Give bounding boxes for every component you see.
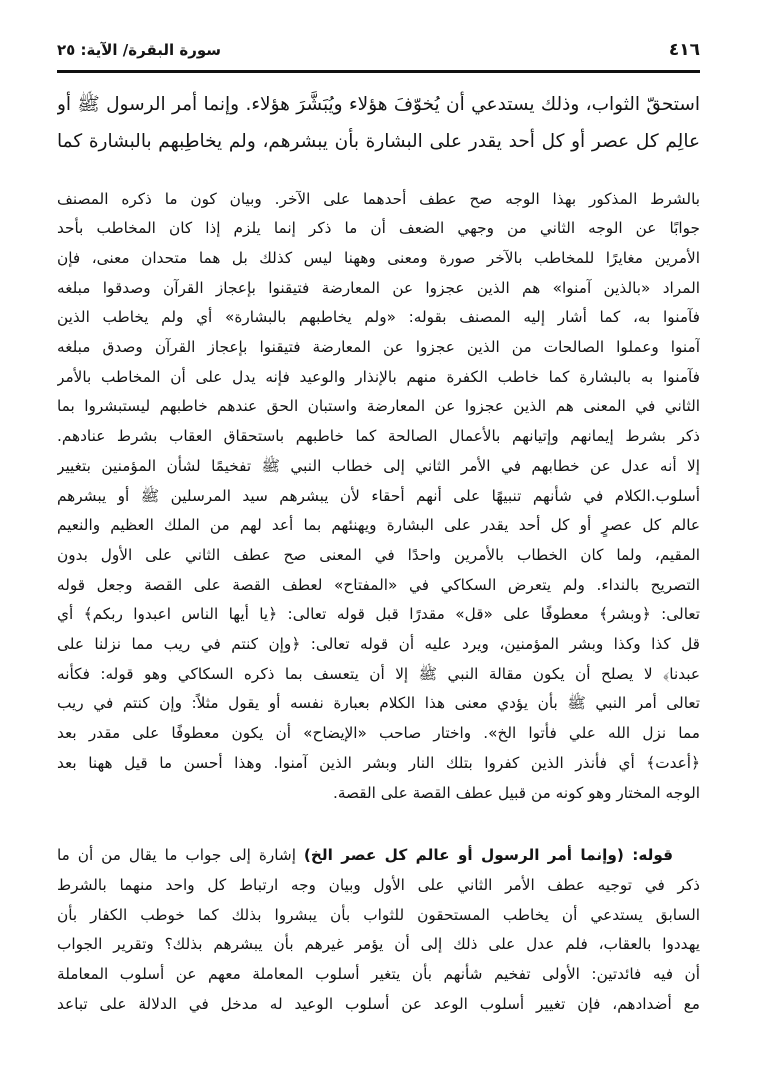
gloss-line <box>57 841 700 871</box>
commentary-line: تعالى: ﴿وبشر﴾ معطوفًا على «قل» مقدرًا قبل قوله تعالى: ﴿يا أيها الناس اعبدوا ربكم﴾ أي <box>57 605 700 624</box>
page-number: ٤١٦ <box>668 40 700 60</box>
gloss-line: مع أضدادهم، فإن تغيير أسلوب الوعد عن أسلوب الوعيد له مدخل في الدلالة على تباعد <box>57 994 700 1013</box>
header-rule <box>57 70 700 73</box>
commentary-line: الوجه المختار وهو كونه من قبيل عطف القصة على القصة. <box>332 783 700 802</box>
commentary-line: عبدنا﴾ لا يصلح أن يكون مقالة النبي ﷺ إلا أن يتعسف بما ذكره السكاكي وهو قوله: فكأنه <box>57 664 700 683</box>
commentary-line: المراد «بالذين آمنوا» هم الذين عجزوا عن المعارضة فتيقنوا بإعجاز القرآن وصدقوا مبلغه <box>57 278 700 297</box>
gloss-line-text: إشارة إلى جواب ما يقال من أن ما <box>57 846 296 865</box>
matn-line: استحقّ الثواب، وذلك يستدعي أن يُخوّفَ هؤلاء ويُبَشَّرَ هؤلاء. وإنما أمر الرسول ﷺ أو <box>57 93 700 115</box>
gloss-line: أن فيه فائدتين: الأولى تفخيم شأنهم بأن يتغير أسلوب المعاملة معهم عن أسلوب المعاملة <box>57 965 700 984</box>
gloss-line: السابق يستدعي أن يخاطب المستحقون للثواب بأن يبشروا بذلك كما خوطب الكفار بأن <box>57 905 700 924</box>
commentary-line: الأمرين مغايرًا للمخاطب بالآخر صورة ومعنى وههنا ليس كذلك بل هما متحدان معنى، فإن <box>57 248 700 267</box>
commentary-line: تعالى أمر النبي ﷺ بأن يؤدي معنى هذا الكلام بعبارة نفسه أو يقول مثلاً: وإن كنتم في ريب <box>57 694 700 713</box>
commentary-line: الثاني في المعنى هم الذين عجزوا عن المعارضة واستبان الحق عندهم خاطبهم ليستبشروا بما <box>57 397 700 416</box>
commentary-line: ذكر بشرط إيمانهم وإتيانهم بالأعمال الصالحة كما خاطبهم باستحقاق العقاب بشرط عنادهم. <box>57 427 700 446</box>
commentary-line: التصريح بالنداء. ولم يتعرض السكاكي في «المفتاح» لعطف القصة على القصة وجعل قوله <box>57 575 700 594</box>
gloss-line: ذكر في توجيه عطف الأمر الثاني على الأول وبيان وجه ارتباط كل واحد منهما بالشرط <box>57 875 700 894</box>
matn-line: عالِم كل عصر أو كل أحد يقدر على البشارة بأن يبشرهم، ولم يخاطِبهم بالبشارة كما <box>57 130 700 152</box>
gloss-lemma: قوله: (وإنما أمر الرسول أو عالم كل عصر الخ) <box>303 846 674 865</box>
commentary-line: آمنوا وعملوا الصالحات من الذين عجزوا عن المعارضة فتيقنوا بإعجاز القرآن وصدق مبلغه <box>57 338 700 357</box>
commentary-paragraph <box>57 185 700 809</box>
commentary-line: المقيم، ولما كان الخطاب بالأمرين واحدًا في المعنى صح عطف الثاني على الأول بدون <box>57 545 700 564</box>
commentary-line: أسلوب.الكلام في شأنهم تنبيهًا على أنهم أحقاء لأن يبشرهم سيد المرسلين ﷺ أو يبشرهم <box>57 486 700 505</box>
page-header <box>57 40 700 60</box>
gloss-paragraph <box>57 841 700 1019</box>
header-title: سورة البقرة/ الآية: ٢٥ <box>57 41 222 59</box>
commentary-line: عالم كل عصرٍ أو كل أحد يقدر على البشارة ويهنئهم بما أعد لهم من الملك العظيم والنعيم <box>57 516 700 535</box>
matn-paragraph <box>57 86 700 160</box>
commentary-line: فآمنوا به بالبشارة كما خاطب الكفرة منهم بالإنذار والوعيد فإنه يدل على أن المخاطب بالأمر <box>57 367 700 386</box>
commentary-line: قل كذا وكذا وبشر المؤمنين، ويرد عليه أن قوله تعالى: ﴿وإن كنتم في ريب مما نزلنا على <box>57 635 700 654</box>
commentary-line: جوابًا عن الوجه الثاني من وجهي الضعف أن ما ذكر إنما يلزم إذا كان المخاطب بأحد <box>57 219 700 238</box>
commentary-line: إلا أنه عدل عن خطابهم في الأمر الثاني إلى خطاب النبي ﷺ تفخيمًا لشأن المؤمنين بتغيير <box>57 456 700 475</box>
commentary-line: فآمنوا به، كما أشار إليه المصنف بقوله: «ولم يخاطبهم بالبشارة» أي ولم يخاطب الذين <box>57 308 700 327</box>
commentary-line: ﴿أعدت﴾ أي فأنذر الذين كفروا بتلك النار وبشر الذين آمنوا. وهذا أحسن ما قيل ههنا بعد <box>57 753 700 772</box>
commentary-line: مما نزل الله علي فأتوا الخ». واختار صاحب «الإيضاح» أن يكون معطوفًا على مقدر بعد <box>57 724 700 743</box>
commentary-line: بالشرط المذكور بهذا الوجه صح عطف أحدهما على الآخر. وبيان كون ما ذكره المصنف <box>57 189 700 208</box>
gloss-line: يهددوا بالعقاب، فلم عدل على ذلك إلى أن يؤمر غيرهم بأن يبشرهم بذلك؟ وتقرير الجواب <box>57 935 700 954</box>
